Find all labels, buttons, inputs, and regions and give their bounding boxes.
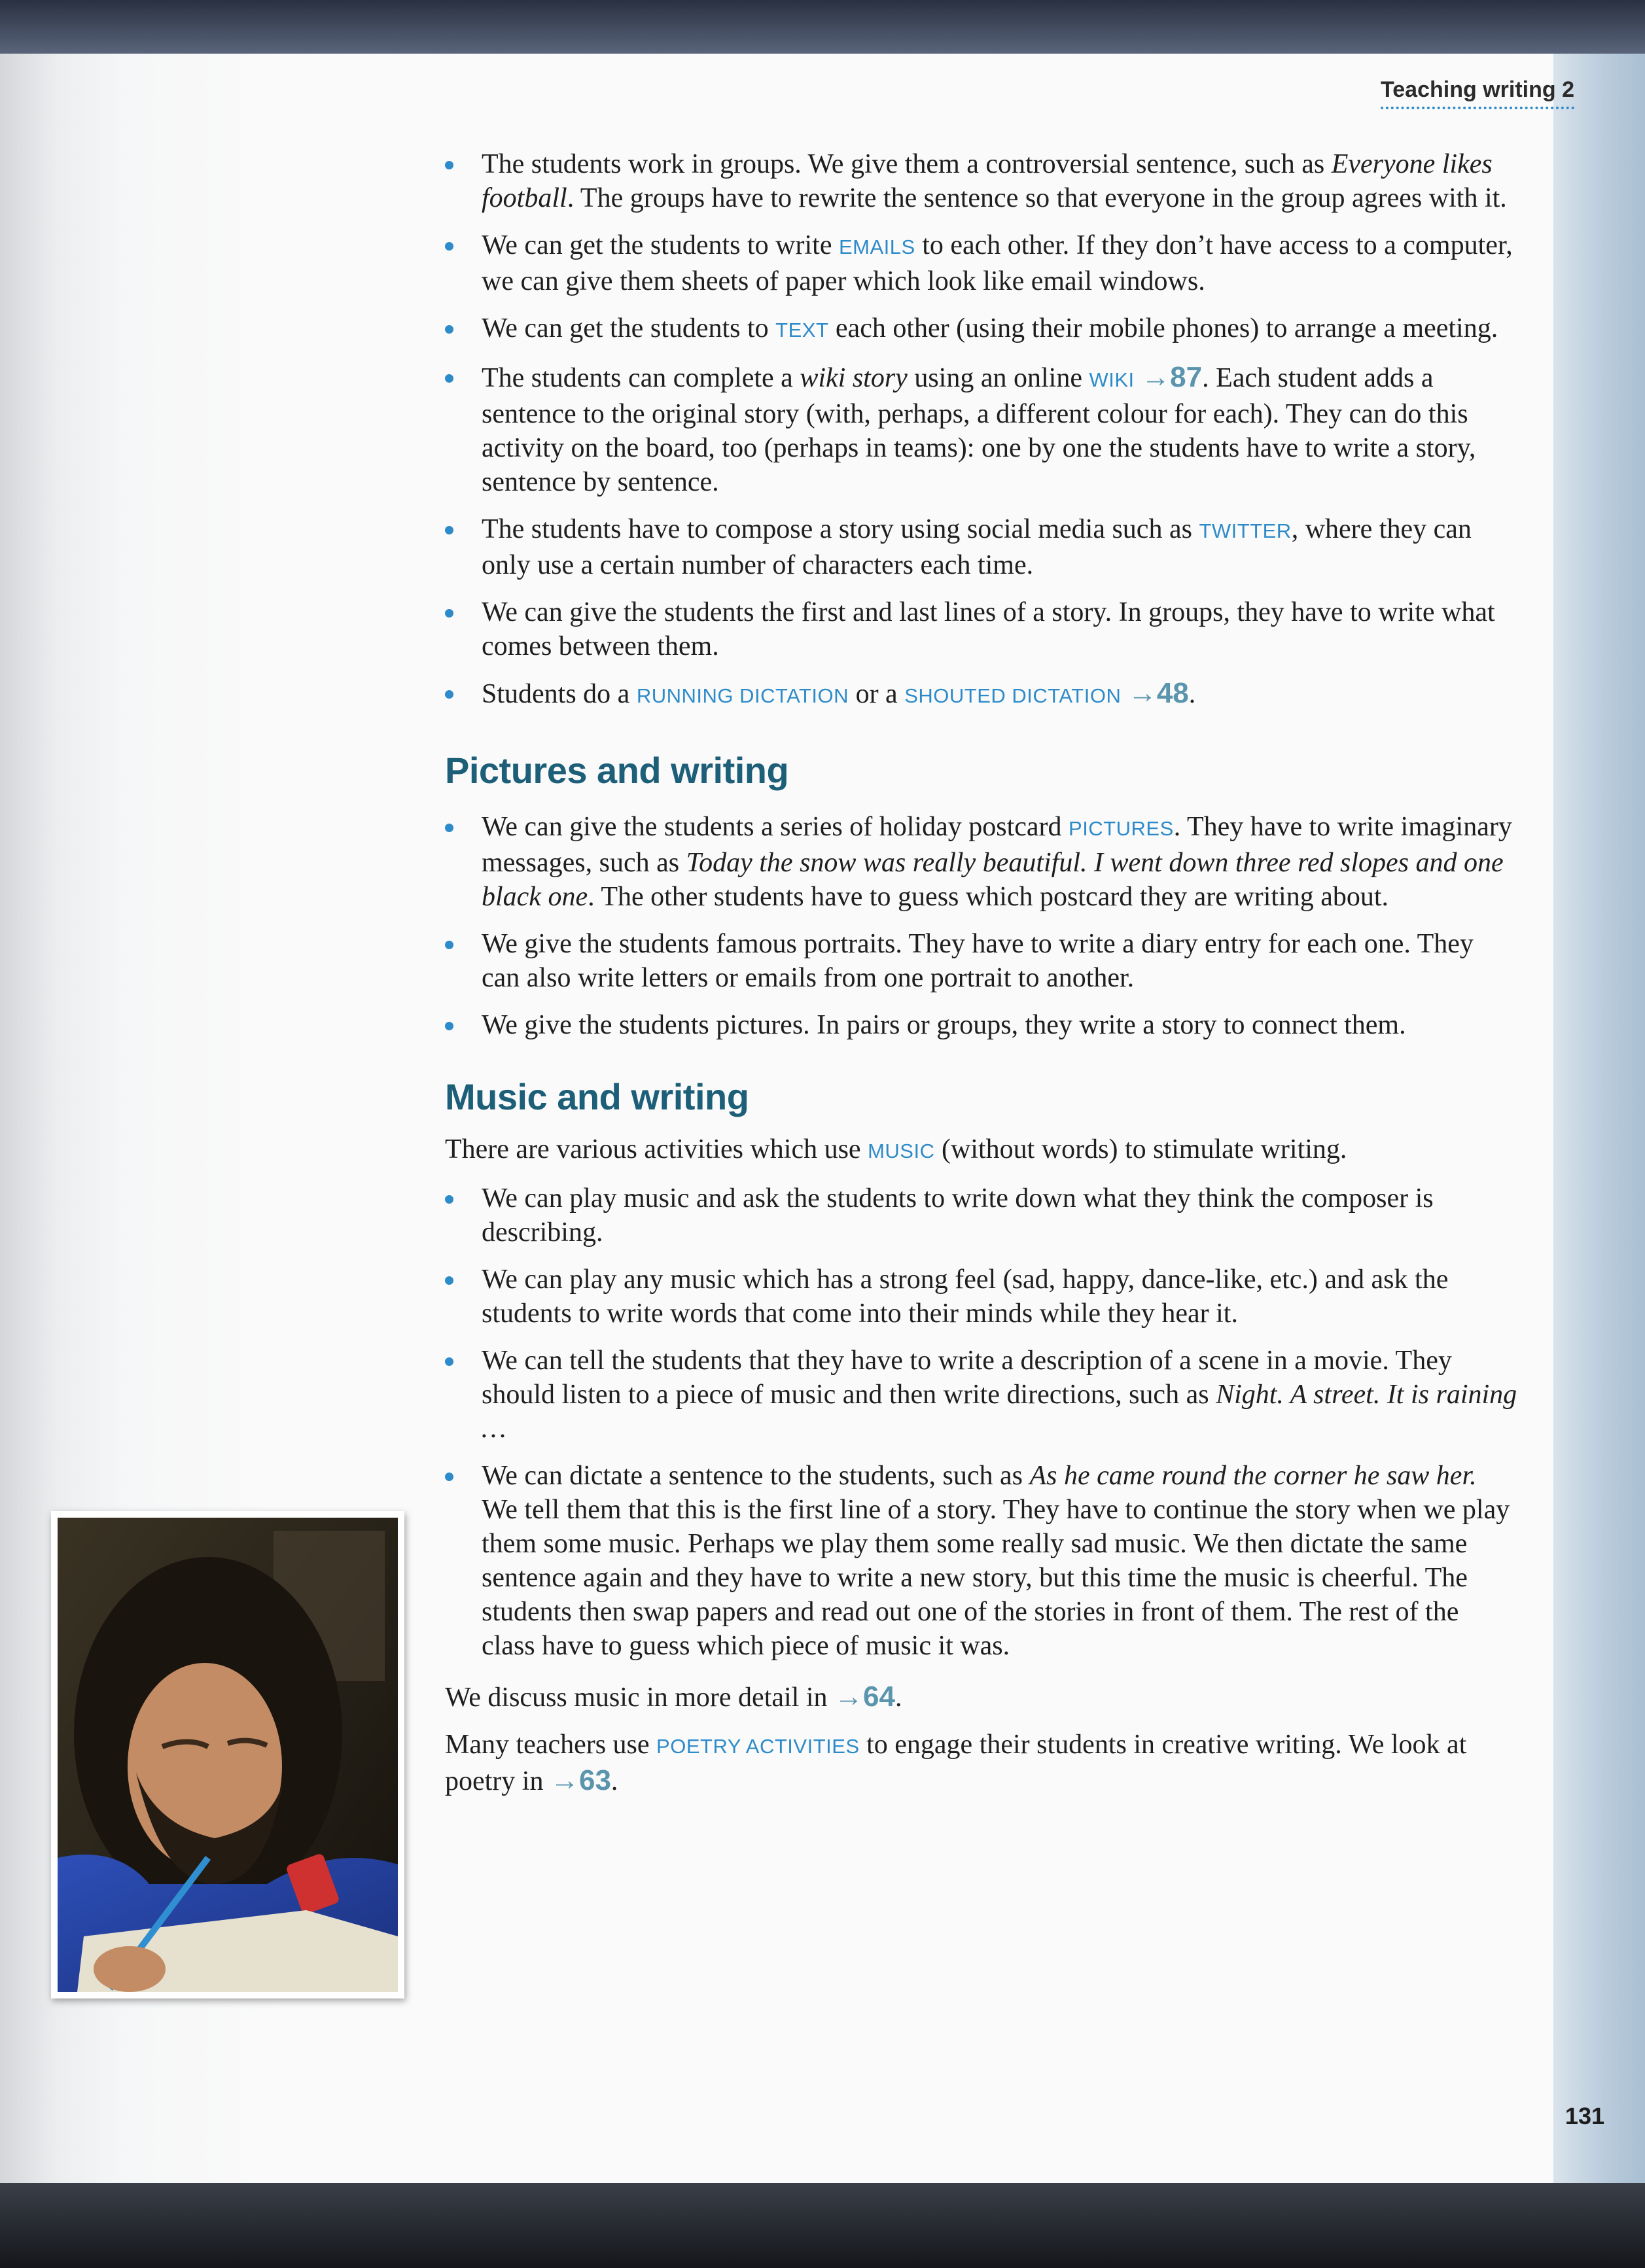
arrow-right-icon: → (834, 1681, 864, 1713)
glossary-term[interactable]: SHOUTED DICTATION (904, 684, 1122, 707)
list-item: We can play music and ask the students to write down what they think the composer is describing. (445, 1181, 1518, 1249)
glossary-term[interactable]: PICTURES (1069, 817, 1174, 840)
list-item: We can tell the students that they have to write a description of a scene in a movie. They should listen to a piece of music and then write directions, such as Night. A street. It is raining … (445, 1344, 1518, 1446)
list-item: We give the students famous portraits. They have to write a diary entry for each one. They can also write letters or emails from one portrait to another. (445, 927, 1518, 995)
arrow-right-icon: → (550, 1764, 579, 1796)
list-item: We can get the students to write EMAILS to each other. If they don’t have access to a computer, we can give them sheets of paper which look like email windows. (445, 228, 1518, 298)
cross-reference-link[interactable]: →87 (1141, 361, 1203, 393)
pictures-list (445, 810, 1518, 1042)
list-item: We can give the students a series of holiday postcard PICTURES. They have to write imaginary messages, such as Today the snow was really beautiful. I went down three red slopes and one black one. The other students have to guess which postcard they are writing about. (445, 810, 1518, 914)
activity-list (445, 147, 1518, 713)
running-head: Teaching writing 2 (1381, 77, 1574, 109)
music-detail-reference: We discuss music in more detail in →64. (445, 1681, 902, 1713)
scan-top-edge (0, 0, 1645, 54)
glossary-term[interactable]: RUNNING DICTATION (636, 684, 849, 707)
photo-illustration (58, 1518, 398, 1992)
glossary-term[interactable]: POETRY ACTIVITIES (656, 1735, 860, 1758)
list-item: We can get the students to TEXT each other (using their mobile phones) to arrange a meeting. (445, 311, 1518, 347)
list-item: We can dictate a sentence to the students, such as As he came round the corner he saw her. We tell them that this is the first line of a story. They have to continue the story when we play them some music. Perhaps we play them some really sad music. We then dictate the same sentence again and they have to write a new story, but this time the music is cheerful. The students then swap papers and read out one of the stories in front of them. The rest of the class have to guess which piece of music it was. (445, 1459, 1518, 1663)
section-heading-pictures: Pictures and writing (445, 750, 789, 791)
page-number: 131 (1565, 2102, 1604, 2129)
list-item: Students do a RUNNING DICTATION or a SHOUTED DICTATION →48. (445, 676, 1518, 713)
list-item: The students work in groups. We give them a controversial sentence, such as Everyone likes football. The groups have to rewrite the sentence so that everyone in the group agrees with it. (445, 147, 1518, 215)
glossary-term[interactable]: MUSIC (868, 1140, 935, 1162)
list-item: We give the students pictures. In pairs or groups, they write a story to connect them. (445, 1008, 1518, 1042)
arrow-right-icon: → (1141, 361, 1171, 393)
list-item: We can give the students the first and last lines of a story. In groups, they have to write what comes between them. (445, 595, 1518, 663)
list-item: The students have to compose a story using social media such as TWITTER, where they can only use a certain number of characters each time. (445, 512, 1518, 582)
glossary-term[interactable]: TEXT (775, 319, 829, 341)
glossary-term[interactable]: TWITTER (1199, 519, 1292, 542)
music-intro: There are various activities which use MUSIC (without words) to stimulate writing. (445, 1134, 1347, 1164)
music-list (445, 1181, 1518, 1663)
scan-bottom-edge (0, 2183, 1645, 2268)
section-heading-music: Music and writing (445, 1076, 749, 1117)
cross-reference-link[interactable]: →64 (834, 1681, 895, 1713)
arrow-right-icon: → (1127, 677, 1157, 709)
list-item: We can play any music which has a strong feel (sad, happy, dance-like, etc.) and ask the students to write words that come into their minds while they hear it. (445, 1263, 1518, 1331)
cross-reference-link[interactable]: →48 (1127, 677, 1189, 709)
page-side-tab (1553, 54, 1645, 2183)
main-column (445, 147, 1518, 1811)
poetry-reference: Many teachers use POETRY ACTIVITIES to engage their students in creative writing. We look at poetry in →63. (445, 1730, 1467, 1796)
cross-reference-link[interactable]: →63 (550, 1764, 611, 1796)
list-item: The students can complete a wiki story using an online WIKI →87. Each student adds a sentence to the original story (with, perhaps, a different colour for each). They can do this activity on the board, too (perhaps in teams): one by one the students have to write a story, sentence by sentence. (445, 360, 1518, 499)
student-writing-photo (51, 1511, 404, 1998)
glossary-term[interactable]: EMAILS (838, 236, 915, 258)
glossary-term[interactable]: WIKI (1089, 368, 1135, 391)
